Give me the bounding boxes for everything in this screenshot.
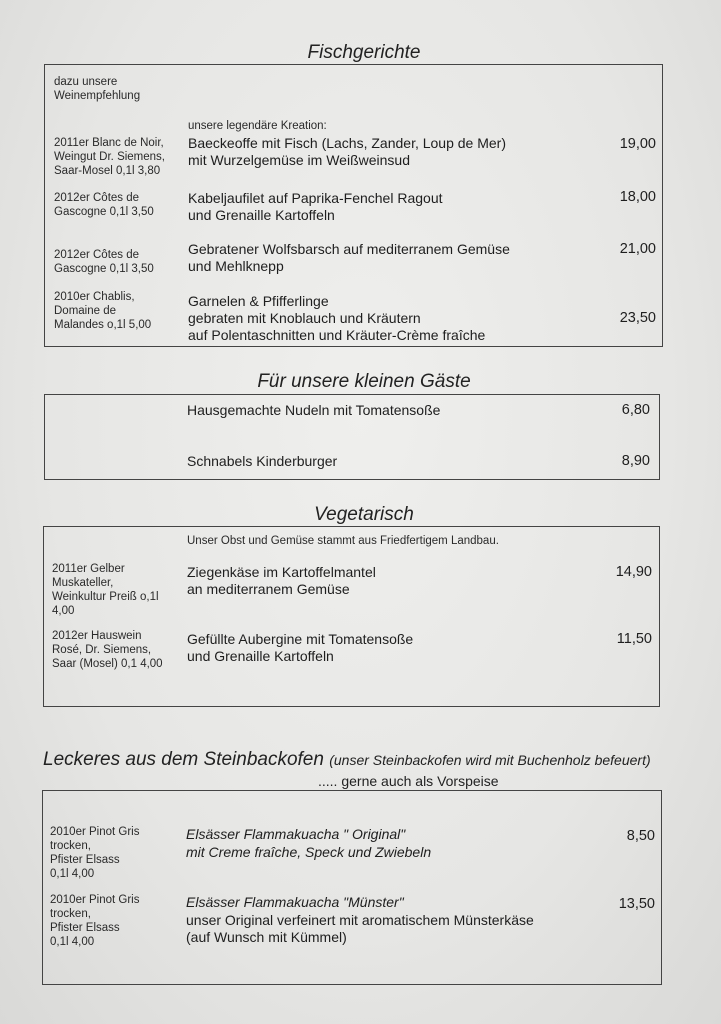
- dish-description: Gefüllte Aubergine mit Tomatensoße und Grenaille Kartoffeln: [187, 631, 414, 664]
- section-title-veg: Vegetarisch: [314, 504, 414, 525]
- section-box-stein: [42, 790, 662, 985]
- wine-recommendation: 2011er Blanc de Noir, Weingut Dr. Siemens, Saar-Mosel 0,1l 3,80: [54, 137, 166, 177]
- dish-title: Elsässer Flammakuacha " Original": [186, 826, 406, 842]
- section-note: Unser Obst und Gemüse stammt aus Friedfertigem Landbau.: [187, 535, 499, 547]
- dish-description: mit Creme fraîche, Speck und Zwiebeln: [186, 844, 432, 860]
- dish-description: Gebratener Wolfsbarsch auf mediterranem Gemüse und Mehlknepp: [188, 241, 510, 274]
- dish-title: Elsässer Flammakuacha "Münster": [186, 894, 404, 910]
- wine-recommendation: 2010er Pinot Gris trocken, Pfister Elsass 0,1l 4,00: [50, 894, 140, 948]
- dish-price: 18,00: [619, 189, 656, 205]
- dish-price: 21,00: [619, 241, 656, 257]
- dish-description: unser Original verfeinert mit aromatischem Münsterkäse (auf Wunsch mit Kümmel): [186, 912, 534, 945]
- wine-recommendation: 2010er Pinot Gris trocken, Pfister Elsass 0,1l 4,00: [50, 826, 140, 880]
- dish-price: 13,50: [618, 896, 655, 912]
- section-title-stein: [43, 749, 651, 771]
- wine-intro: dazu unsere Weinempfehlung: [54, 76, 141, 102]
- wine-recommendation: 2010er Chablis, Domaine de Malandes o,1l 5,00: [54, 291, 152, 331]
- dish-price: 19,00: [619, 136, 656, 152]
- section-title-kinder: Für unsere kleinen Gäste: [257, 371, 471, 392]
- section-title-stein-main: Leckeres aus dem Steinbackofen: [43, 749, 324, 770]
- wine-recommendation: 2012er Côtes de Gascogne 0,1l 3,50: [54, 249, 154, 275]
- dish-price: 8,50: [626, 828, 655, 844]
- wine-recommendation: 2011er Gelber Muskateller, Weinkultur Preiß o,1l 4,00: [52, 563, 159, 617]
- section-title-stein-note: (unser Steinbackofen wird mit Buchenholz befeuert): [329, 752, 651, 768]
- dish-price: 6,80: [621, 402, 650, 418]
- wine-recommendation: 2012er Hauswein Rosé, Dr. Siemens, Saar (Mosel) 0,1 4,00: [52, 630, 163, 670]
- section-box-veg: [43, 526, 660, 707]
- wine-recommendation: 2012er Côtes de Gascogne 0,1l 3,50: [54, 192, 154, 218]
- dish-description: Schnabels Kinderburger: [187, 453, 338, 469]
- dish-price: 8,90: [621, 453, 650, 469]
- dish-description: Garnelen & Pfifferlinge gebraten mit Knoblauch und Kräutern auf Polentaschnitten und Kräuter-Crème fraîche: [188, 293, 486, 343]
- dish-price: 11,50: [616, 631, 652, 647]
- dish-description: Kabeljaufilet auf Paprika-Fenchel Ragout und Grenaille Kartoffeln: [188, 190, 443, 223]
- dish-price: 14,90: [615, 564, 652, 580]
- section-title-fisch: Fischgerichte: [307, 42, 421, 63]
- dish-description: Ziegenkäse im Kartoffelmantel an mediterranem Gemüse: [187, 564, 376, 597]
- dish-description: Hausgemachte Nudeln mit Tomatensoße: [187, 402, 441, 418]
- section-subtitle-stein: ..... gerne auch als Vorspeise: [318, 773, 499, 789]
- section-box-kinder: [44, 394, 660, 480]
- dish-price: 23,50: [619, 310, 656, 326]
- section-box-fisch: [44, 64, 663, 347]
- dish-description: Baeckeoffe mit Fisch (Lachs, Zander, Loup de Mer) mit Wurzelgemüse im Weißweinsud: [188, 135, 507, 168]
- dish-note: unsere legendäre Kreation:: [188, 120, 327, 132]
